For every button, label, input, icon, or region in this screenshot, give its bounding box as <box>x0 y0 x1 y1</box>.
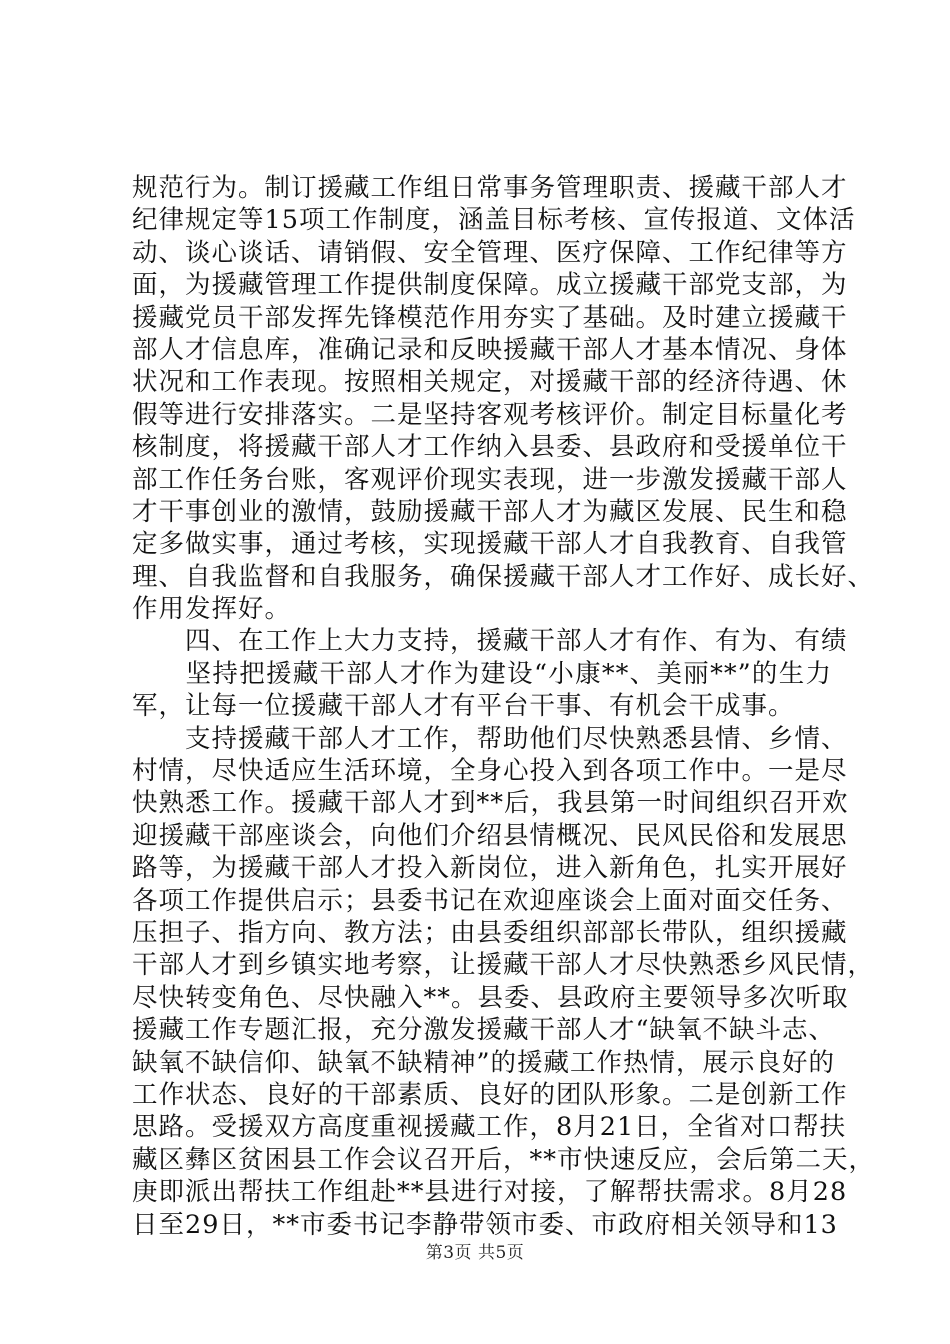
text-line: 缺氧不缺信仰、缺氧不缺精神”的援藏工作热情，展示良好的 <box>132 1047 836 1078</box>
text-line: 定多做实事，通过考核，实现援藏干部人才自我教育、自我管 <box>132 529 848 560</box>
text-line: 援藏工作专题汇报，充分激发援藏干部人才“缺氧不缺斗志、 <box>132 1015 836 1046</box>
body-text <box>132 172 876 1241</box>
text-line: 理、自我监督和自我服务，确保援藏干部人才工作好、成长好、 <box>132 561 875 592</box>
text-line: 部人才信息库，准确记录和反映援藏干部人才基本情况、身体 <box>132 334 848 365</box>
text-line: 庚即派出帮扶工作组赴**县进行对接，了解帮扶需求。8月28 <box>132 1177 848 1208</box>
text-line: 快熟悉工作。援藏干部人才到**后，我县第一时间组织召开欢 <box>132 788 849 819</box>
text-line: 各项工作提供启示；县委书记在欢迎座谈会上面对面交任务、 <box>132 885 848 916</box>
text-line: 核制度，将援藏干部人才工作纳入县委、县政府和受援单位干 <box>132 432 848 463</box>
text-line: 迎援藏干部座谈会，向他们介绍县情概况、民风民俗和发展思 <box>132 820 848 851</box>
text-line: 军，让每一位援藏干部人才有平台干事、有机会干成事。 <box>132 691 795 722</box>
text-line: 部工作任务台账，客观评价现实表现，进一步激发援藏干部人 <box>132 464 848 495</box>
text-line: 工作状态、良好的干部素质、良好的团队形象。二是创新工作 <box>132 1079 848 1110</box>
text-line: 思路。受援双方高度重视援藏工作，8月21日，全省对口帮扶 <box>132 1112 847 1143</box>
section-heading: 四、在工作上大力支持，援藏干部人才有作、有为、有绩 <box>132 626 848 657</box>
text-line: 支持援藏干部人才工作，帮助他们尽快熟悉县情、乡情、 <box>132 723 848 754</box>
text-line: 才干事创业的激情，鼓励援藏干部人才为藏区发展、民生和稳 <box>132 496 848 527</box>
text-line: 动、谈心谈话、请销假、安全管理、医疗保障、工作纪律等方 <box>132 237 848 268</box>
text-line: 日至29日，**市委书记李静带领市委、市政府相关领导和13 <box>132 1209 838 1240</box>
text-line: 压担子、指方向、教方法；由县委组织部部长带队，组织援藏 <box>132 917 848 948</box>
text-line: 假等进行安排落实。二是坚持客观考核评价。制定目标量化考 <box>132 399 848 430</box>
text-line: 干部人才到乡镇实地考察，让援藏干部人才尽快熟悉乡风民情， <box>132 950 875 981</box>
text-line: 坚持把援藏干部人才作为建设“小康**、美丽**”的生力 <box>132 658 832 689</box>
text-line: 规范行为。制订援藏工作组日常事务管理职责、援藏干部人才 <box>132 173 848 203</box>
text-line: 藏区彝区贫困县工作会议召开后，**市快速反应，会后第二天， <box>132 1144 876 1175</box>
text-line: 纪律规定等15项工作制度，涵盖目标考核、宣传报道、文体活 <box>132 205 856 236</box>
text-line: 尽快转变角色、尽快融入**。县委、县政府主要领导多次听取 <box>132 982 849 1013</box>
text-line: 村情，尽快适应生活环境，全身心投入到各项工作中。一是尽 <box>132 756 848 787</box>
text-line: 状况和工作表现。按照相关规定，对援藏干部的经济待遇、休 <box>132 367 848 398</box>
page-footer: 第3页 共5页 <box>425 1243 525 1263</box>
text-line: 援藏党员干部发挥先锋模范作用夯实了基础。及时建立援藏干 <box>132 302 848 333</box>
text-line: 面，为援藏管理工作提供制度保障。成立援藏干部党支部，为 <box>132 270 848 301</box>
text-line: 路等，为援藏干部人才投入新岗位，进入新角色，扎实开展好 <box>132 853 848 884</box>
text-line: 作用发挥好。 <box>132 594 292 625</box>
